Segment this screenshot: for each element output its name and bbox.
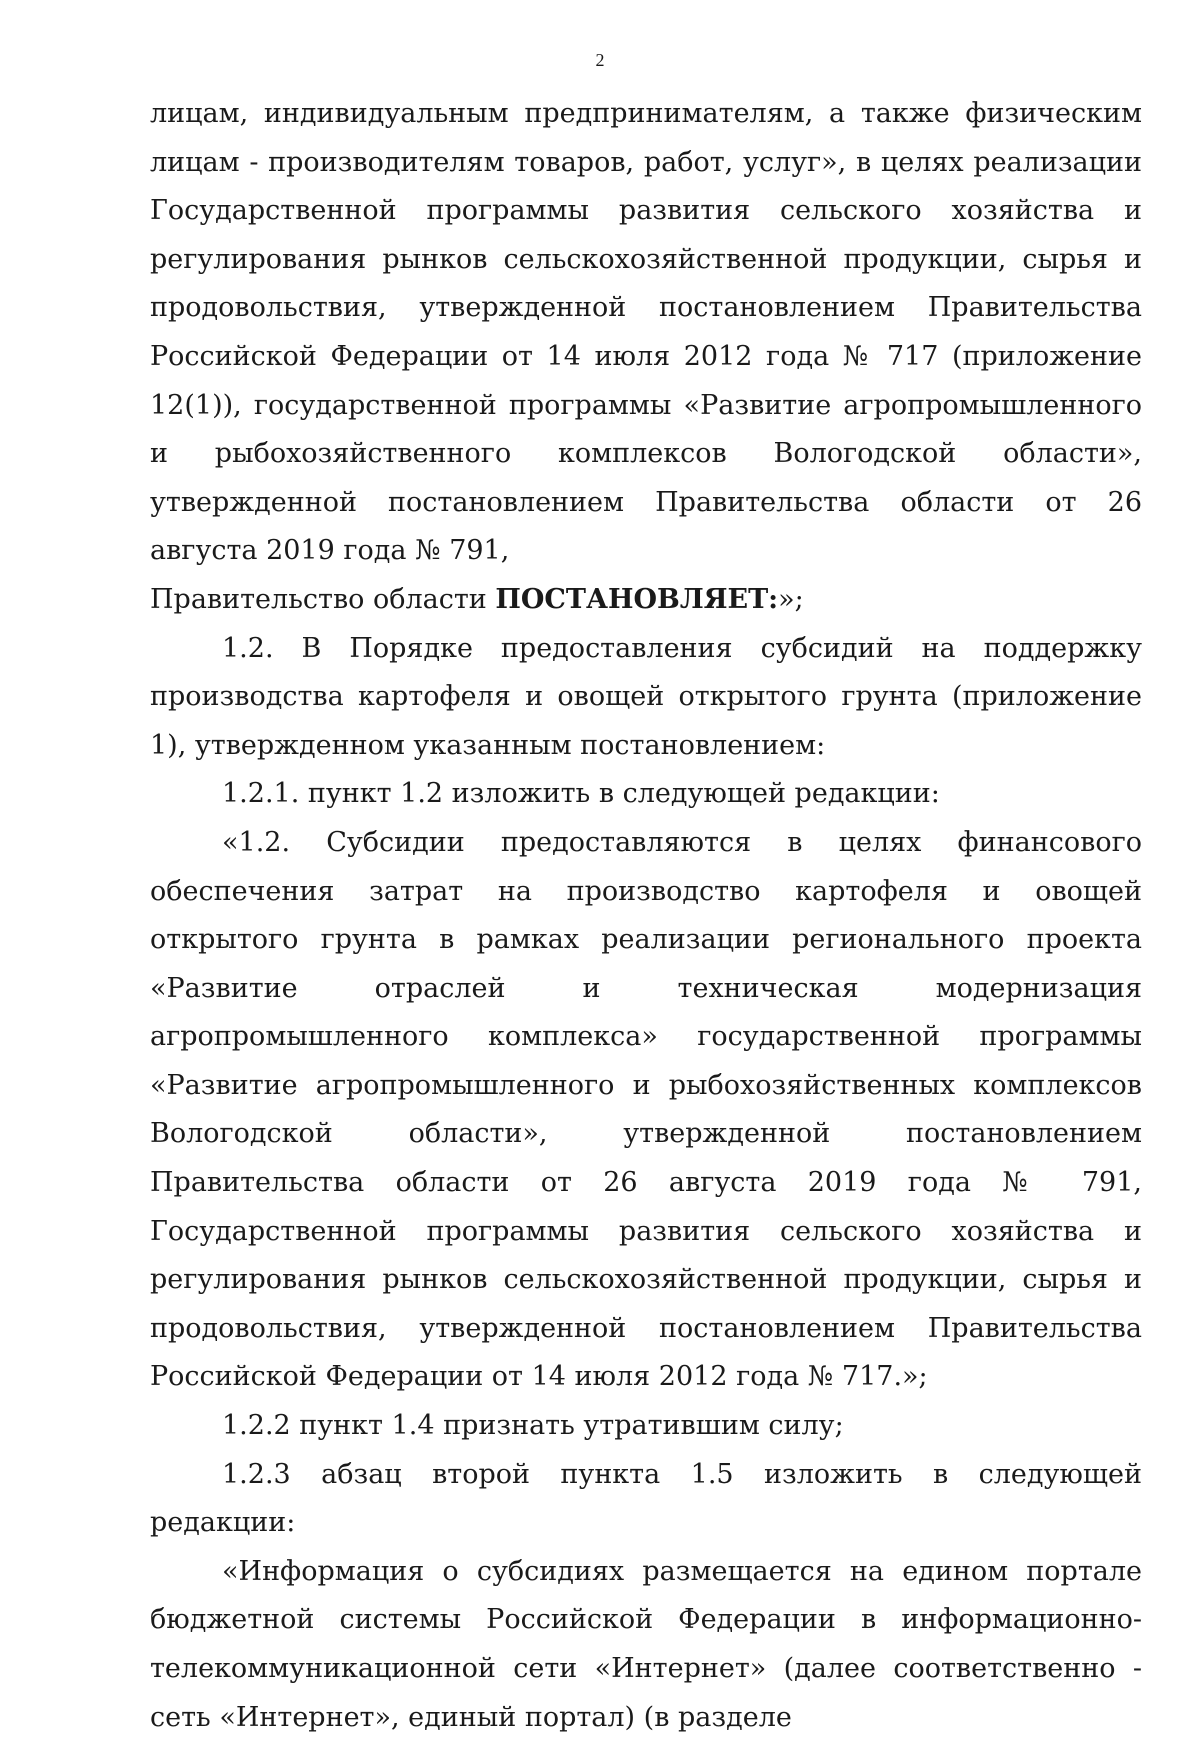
paragraph-resolution-formula: [150, 576, 1142, 625]
resolution-suffix: »;: [778, 583, 804, 615]
paragraph-subsidy-information: «Информация о субсидиях размещается на едином портале бюджетной системы Российской Федерации в информационно-телекоммуникационной сети «Интернет» (далее соответственно - сеть «Интернет», единый портал) (в разделе: [150, 1555, 1142, 1733]
paragraph-item-1-2: 1.2. В Порядке предоставления субсидий на поддержку производства картофеля и овощей открытого грунта (приложение 1), утвержденном указанным постановлением:: [150, 632, 1142, 761]
paragraph-item-1-2-2: 1.2.2 пункт 1.4 признать утратившим силу;: [222, 1410, 844, 1442]
page-number: 2: [595, 50, 605, 70]
document-body: [150, 90, 1142, 1742]
paragraph-preamble-continuation: лицам, индивидуальным предпринимателям, а также физическим лицам - производителям товаров, работ, услуг», в целях реализации Государственной программы развития сельского хозяйства и регулирования рынков сельскохозяйственной продукции, сырья и продовольствия, утвержденной постановлением Правительства Российской Федерации от 14 июля 2012 года № 717 (приложение 12(1)), государственной программы «Развитие агропромышленного и рыбохозяйственного комплексов Вологодской области», утвержденной постановлением Правительства области от 26 августа 2019 года № 791,: [150, 98, 1142, 567]
resolution-prefix: Правительство области: [150, 583, 496, 615]
resolution-keyword: ПОСТАНОВЛЯЕТ:: [495, 583, 779, 615]
paragraph-quoted-item-1-2: «1.2. Субсидии предоставляются в целях финансового обеспечения затрат на производство картофеля и овощей открытого грунта в рамках реализации регионального проекта «Развитие отраслей и техническая модернизация агропромышленного комплекса» государственной программы «Развитие агропромышленного и рыбохозяйственных комплексов Вологодской области», утвержденной постановлением Правительства области от 26 августа 2019 года № 791, Государственной программы развития сельского хозяйства и регулирования рынков сельскохозяйственной продукции, сырья и продовольствия, утвержденной постановлением Правительства Российской Федерации от 14 июля 2012 года № 717.»;: [150, 826, 1142, 1393]
paragraph-item-1-2-1: 1.2.1. пункт 1.2 изложить в следующей редакции:: [222, 778, 940, 810]
paragraph-item-1-2-3: 1.2.3 абзац второй пункта 1.5 изложить в следующей редакции:: [150, 1458, 1142, 1539]
